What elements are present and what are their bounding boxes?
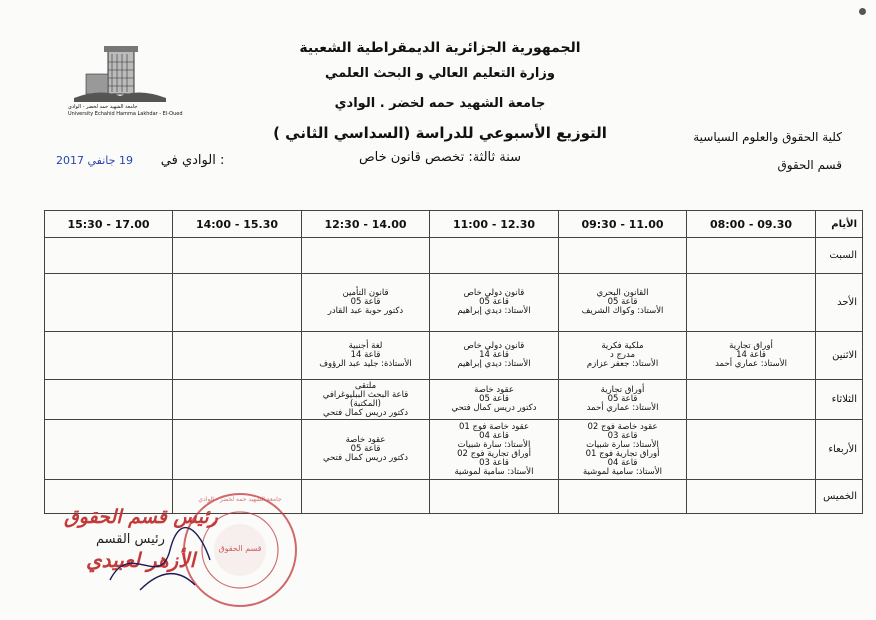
schedule-cell (687, 332, 816, 380)
cell-line: القانون البحري (596, 288, 649, 298)
schedule-cell (430, 238, 559, 274)
cell-line: عقود خاصة (474, 385, 514, 395)
ministry-heading: وزارة التعليم العالي و البحث العلمي (325, 66, 555, 81)
cell-line: دكتور دريس كمال فتحي (451, 403, 537, 413)
cell-line: دكتور حوبة عبد القادر (327, 306, 404, 316)
cell-line: قانون دولي خاص (463, 341, 525, 351)
republic-heading: الجمهورية الجزائرية الديمقراطية الشعبية (299, 40, 581, 56)
table-row (45, 380, 863, 420)
schedule-cell (687, 380, 816, 420)
stamp-center: قسم الحقوق (218, 544, 262, 553)
weekly-schedule-table (44, 210, 863, 514)
logo-caption-en: University Echahid Hamma Lakhdar - El-Oued (68, 111, 183, 117)
cell-line: أوراق تجارية فوج 01 (585, 448, 660, 459)
stamp-ring-text: جامعة الشهيد حمه لخضر - الوادي (198, 496, 282, 503)
header-slot-6: 15:30 - 17.00 (45, 211, 173, 238)
schedule-cell (687, 238, 816, 274)
schedule-cell (687, 420, 816, 480)
cell-line: قاعة 05 (607, 297, 638, 307)
cell-line: عقود خاصة (345, 435, 386, 445)
schedule-cell (45, 238, 173, 274)
schedule-cell (302, 274, 430, 332)
schedule-cell (559, 238, 687, 274)
header-slot-5: 14:00 - 15.30 (173, 211, 302, 238)
schedule-cell (559, 480, 687, 514)
schedule-cell (430, 420, 559, 480)
date-line (56, 153, 224, 168)
corner-mark (859, 8, 866, 15)
university-heading: جامعة الشهيد حمه لخضر . الوادي (334, 96, 546, 111)
stamp-name: الأزهر لعبيدي (86, 548, 196, 572)
schedule-cell (559, 420, 687, 480)
cell-line: الأستاذ: ديدي إبراهيم (457, 359, 531, 369)
schedule-cell (45, 274, 173, 332)
cell-line: قاعة 05 (350, 297, 381, 307)
table-row (45, 238, 863, 274)
cell-line: قاعة 04 (607, 457, 638, 468)
cell-line: قاعة 04 (479, 430, 509, 441)
cell-line: الأستاذ: وكواك الشريف (581, 306, 664, 316)
signature-role: رئيس القسم (96, 532, 165, 547)
schedule-cell (559, 380, 687, 420)
date-value: 19 جانفي 2017 (56, 154, 133, 167)
day-cell: الأربعاء (816, 420, 863, 480)
schedule-cell (45, 332, 173, 380)
schedule-cell (687, 480, 816, 514)
cell-line: قاعة 03 (479, 457, 509, 468)
cell-line: الأستاذ: ديدي إبراهيم (457, 306, 531, 316)
cell-line: الأستاذ: سارة شبيات (586, 439, 659, 450)
schedule-cell (559, 332, 687, 380)
schedule-cell (302, 480, 430, 514)
cell-line: قاعة 14 (350, 350, 381, 360)
cell-line: قاعة 05 (350, 444, 381, 454)
schedule-cell (430, 274, 559, 332)
cell-line: الأستاذ: عماري أحمد (586, 403, 659, 413)
cell-line: أوراق تجارية (729, 341, 773, 351)
cell-line: قاعة 03 (607, 430, 638, 441)
cell-line: ملكية فكرية (601, 341, 644, 351)
schedule-cell (173, 420, 302, 480)
schedule-cell (430, 332, 559, 380)
header-slot-4: 12:30 - 14.00 (302, 211, 430, 238)
department-label: قسم الحقوق (777, 158, 842, 172)
header-slot-1: 08:00 - 09.30 (687, 211, 816, 238)
cell-line: قاعة البحث الببليوغرافي (322, 389, 409, 400)
cell-line: قاعة 05 (479, 297, 509, 307)
schedule-cell (173, 380, 302, 420)
cell-line: ملتقى (354, 380, 377, 391)
page-title: التوزيع الأسبوعي للدراسة (السداسي الثاني ) (273, 124, 607, 142)
cell-line: قانون دولي خاص (463, 288, 525, 298)
schedule-cell (302, 332, 430, 380)
cell-line: (المكتبة) (350, 398, 381, 409)
table-row (45, 274, 863, 332)
cell-line: أوراق تجارية فوج 02 (457, 448, 531, 459)
cell-line: الأستاذ: سامية لموشية (582, 466, 663, 477)
cell-line: مدرج د (609, 350, 636, 360)
cell-line: عقود خاصة فوج 02 (587, 421, 658, 432)
schedule-cell (173, 238, 302, 274)
table-row (45, 420, 863, 480)
cell-line: أوراق تجارية (600, 385, 645, 395)
schedule-cell (45, 380, 173, 420)
day-cell: الخميس (816, 480, 863, 514)
cell-line: قانون التأمين (342, 288, 389, 298)
table-row (45, 332, 863, 380)
cell-line: الأستاذ: جعفر عزازم (586, 359, 659, 369)
cell-line: قاعة 14 (736, 350, 766, 360)
header-days: الأيام (816, 211, 863, 238)
day-cell: الثلاثاء (816, 380, 863, 420)
cell-line: لغة أجنبية (348, 341, 383, 351)
day-cell: الأحد (816, 274, 863, 332)
faculty-label: كلية الحقوق والعلوم السياسية (693, 130, 842, 144)
schedule-cell (430, 380, 559, 420)
stamp-title: رئيس قسم الحقوق (64, 506, 218, 528)
place-label: الوادي في : (160, 153, 225, 168)
schedule-cell (302, 420, 430, 480)
cell-line: قاعة 05 (607, 394, 638, 404)
schedule-cell (302, 380, 430, 420)
schedule-cell (45, 420, 173, 480)
header-slot-2: 09:30 - 11.00 (559, 211, 687, 238)
schedule-cell (559, 274, 687, 332)
cell-line: دكتور دريس كمال فتحي (322, 453, 409, 463)
cell-line: دكتور دريس كمال فتحي (322, 407, 409, 418)
schedule-cell (687, 274, 816, 332)
logo-caption-ar: جامعة الشهيد حمه لخضر - الوادي (68, 104, 138, 110)
building-logo-icon (70, 40, 170, 104)
page-subtitle: سنة ثالثة: تخصص قانون خاص (358, 150, 522, 165)
day-cell: السبت (816, 238, 863, 274)
cell-line: الأستاذ: سارة شبيات (457, 439, 531, 450)
day-cell: الاثنين (816, 332, 863, 380)
cell-line: الأستاذة: جليد عبد الرؤوف (319, 359, 412, 369)
university-logo (68, 40, 183, 120)
signature-scribble-icon (100, 520, 220, 600)
schedule-cell (173, 332, 302, 380)
header-slot-3: 11:00 - 12.30 (430, 211, 559, 238)
schedule-cell (302, 238, 430, 274)
cell-line: الأستاذ: عماري أحمد (715, 359, 787, 369)
schedule-cell (430, 480, 559, 514)
cell-line: الأستاذ: سامية لموشية (454, 466, 534, 477)
cell-line: عقود خاصة فوج 01 (458, 421, 530, 432)
table-header-row (45, 211, 863, 238)
cell-line: قاعة 05 (479, 394, 509, 404)
schedule-cell (173, 274, 302, 332)
cell-line: قاعة 14 (479, 350, 509, 360)
